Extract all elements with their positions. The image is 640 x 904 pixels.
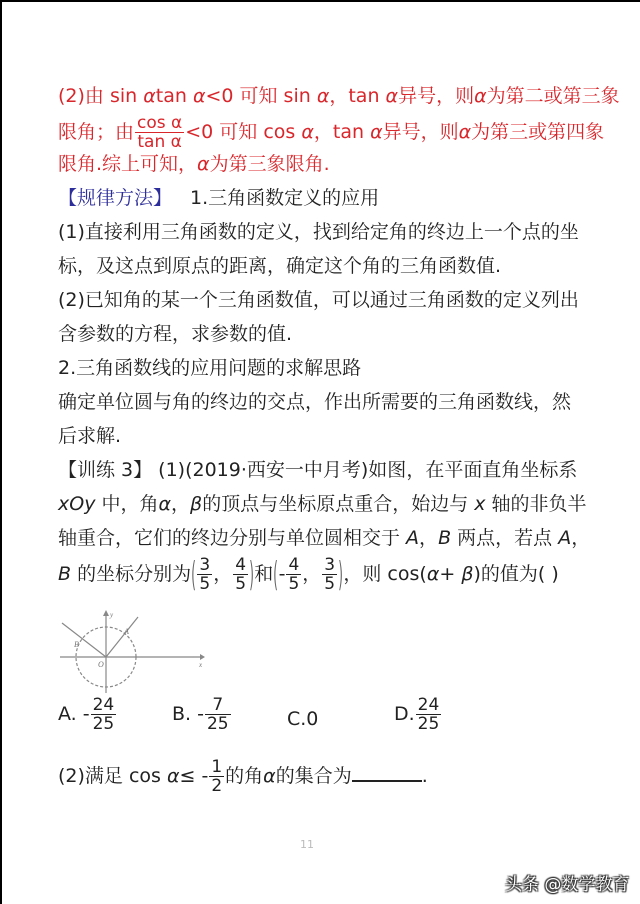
choice-a[interactable] xyxy=(58,696,117,733)
text: <0 可知 cos xyxy=(185,121,302,143)
text: 限角.综上可知， xyxy=(58,153,198,175)
text: 异号，则 xyxy=(382,121,459,143)
fraction-denominator: 5 xyxy=(324,574,336,594)
text: ， xyxy=(419,527,439,549)
method-heading-line xyxy=(58,186,379,210)
text: (2)满足 cos xyxy=(58,765,167,787)
text: ，tan xyxy=(329,85,386,107)
point-b-label: B xyxy=(58,563,72,585)
point-b-label: B xyxy=(438,527,452,549)
method-item1-line1: (1)直接利用三角函数的定义，找到给定角的终边上一个点的坐 xyxy=(58,221,579,243)
answer-parentheses: )的值为( ) xyxy=(473,563,559,585)
fraction-numerator: 4 xyxy=(235,555,247,575)
alpha-symbol: α xyxy=(370,121,383,143)
diagram-label-y: y xyxy=(110,611,114,619)
solution-line-3 xyxy=(58,152,330,176)
fraction-denominator: 2 xyxy=(211,776,223,796)
method-item2-line2: 含参数的方程，求参数的值. xyxy=(58,323,293,345)
x-axis-arrow-icon xyxy=(200,654,205,660)
point-a-label: A xyxy=(558,527,572,549)
alpha-symbol: α xyxy=(474,85,487,107)
text: 的坐标分别为 xyxy=(71,563,192,585)
answer-blank[interactable] xyxy=(352,762,422,782)
alpha-symbol: α xyxy=(192,85,206,107)
exercise-line-3 xyxy=(58,526,590,550)
fraction-denominator: 5 xyxy=(199,574,211,594)
text: tan xyxy=(155,85,193,107)
text: 的集合为 xyxy=(275,765,352,787)
method-heading: 【规律方法】 xyxy=(58,187,173,209)
beta-symbol: β xyxy=(190,493,203,515)
solution-line-2 xyxy=(58,114,604,151)
text: ≤ - xyxy=(179,765,209,787)
fraction-numerator: 3 xyxy=(324,555,336,575)
method-point2-title: 2.三角函数线的应用问题的求解思路 xyxy=(58,357,362,379)
right-paren: ) xyxy=(249,554,254,595)
choice-c[interactable] xyxy=(287,708,318,730)
method-point2-line2: 后求解. xyxy=(58,425,122,447)
fraction-cos-over-tan xyxy=(135,114,184,151)
text: ，tan xyxy=(313,121,371,143)
text: 和 xyxy=(254,563,274,585)
choice-b[interactable] xyxy=(172,696,232,733)
fraction-3-5 xyxy=(197,556,212,593)
exercise-line-4 xyxy=(58,556,559,593)
fraction-denominator: 5 xyxy=(235,574,247,594)
choice-fraction xyxy=(416,696,442,733)
frame-border-left xyxy=(0,0,2,904)
text: ， xyxy=(302,563,322,585)
choice-d[interactable] xyxy=(394,696,442,733)
left-paren: ( xyxy=(273,554,279,595)
x-symbol: x xyxy=(474,493,486,515)
text: ，则 cos( xyxy=(343,563,427,585)
fraction-denominator: 25 xyxy=(417,714,440,734)
choice-label: D. xyxy=(394,703,415,725)
text: (1)(2019·西安一中月考)如图，在平面直角坐标系 xyxy=(152,459,578,481)
left-paren: ( xyxy=(191,554,197,595)
exercise-line-2 xyxy=(58,492,587,516)
method-point1-title: 1.三角函数定义的应用 xyxy=(190,187,380,209)
text: 的顶点与坐标原点重合，始边与 xyxy=(202,493,475,515)
right-paren: ) xyxy=(338,554,344,595)
alpha-symbol: α xyxy=(197,153,210,175)
alpha-symbol: α xyxy=(166,765,180,787)
text: 轴重合，它们的终边分别与单位圆相交于 xyxy=(58,527,407,549)
choice-fraction xyxy=(91,696,117,733)
fraction-3-5 xyxy=(322,556,337,593)
text: 中，角 xyxy=(95,493,159,515)
alpha-symbol: α xyxy=(316,85,330,107)
method-item1-line2: 标，及这点到原点的距离，确定这个角的三角函数值. xyxy=(58,255,502,277)
text: 为第二或第三象 xyxy=(486,85,620,107)
fraction-numerator: 24 xyxy=(92,695,115,715)
exercise-line-1 xyxy=(58,458,577,482)
diagram-label-x: x xyxy=(199,661,203,669)
unit-circle-diagram xyxy=(50,605,220,695)
choice-label: C.0 xyxy=(287,708,319,730)
point-a-label: A xyxy=(406,527,420,549)
text: . xyxy=(421,765,428,787)
alpha-symbol: α xyxy=(458,121,472,143)
solution-line-1 xyxy=(58,84,620,108)
exercise-heading: 【训练 3】 xyxy=(58,459,153,481)
method-point2-line1: 确定单位圆与角的终边的交点，作出所需要的三角函数线，然 xyxy=(58,391,572,413)
alpha-symbol: α xyxy=(385,85,399,107)
text: 为第三象限角. xyxy=(209,153,330,175)
alpha-symbol: α xyxy=(301,121,314,143)
minus-sign: - xyxy=(278,563,286,585)
alpha-symbol: α xyxy=(158,493,172,515)
text: ， xyxy=(171,493,191,515)
fraction-4-5 xyxy=(233,556,248,593)
fraction-denominator: tan α xyxy=(137,132,182,152)
text: ， xyxy=(213,563,233,585)
coordinate-system-label: xOy xyxy=(58,493,96,515)
alpha-symbol: α xyxy=(143,85,156,107)
text: 轴的非负半 xyxy=(485,493,587,515)
text: 两点，若点 xyxy=(451,527,559,549)
text: ， xyxy=(571,527,591,549)
alpha-symbol: α xyxy=(426,563,440,585)
fraction-denominator: 25 xyxy=(92,714,115,734)
method-item2-line1: (2)已知角的某一个三角函数值，可以通过三角函数的定义列出 xyxy=(58,289,579,311)
beta-symbol: β xyxy=(461,563,474,585)
text: 为第三或第四象 xyxy=(471,121,605,143)
text: <0 可知 sin xyxy=(205,85,317,107)
text: + xyxy=(439,563,462,585)
fraction-numerator: cos α xyxy=(137,113,183,133)
watermark: 头条 @数学教育 xyxy=(505,875,630,895)
diagram-label-o: O xyxy=(98,660,104,669)
y-axis-arrow-icon xyxy=(103,610,109,616)
choice-label: A. - xyxy=(58,703,90,725)
text: 限角；由 xyxy=(58,121,135,143)
terminal-side-alpha xyxy=(106,617,138,657)
choice-fraction xyxy=(205,696,231,733)
text: (2)由 sin xyxy=(58,85,144,107)
choice-label: B. - xyxy=(172,703,204,725)
diagram-label-a: A xyxy=(124,627,129,636)
alpha-symbol: α xyxy=(263,765,276,787)
fraction-numerator: 1 xyxy=(211,757,223,777)
fraction-numerator: 4 xyxy=(288,555,300,575)
fraction-numerator: 24 xyxy=(417,695,440,715)
fraction-numerator: 7 xyxy=(205,696,231,715)
exercise-q2 xyxy=(58,758,428,795)
fraction-1-2 xyxy=(209,758,224,795)
fraction-denominator: 5 xyxy=(288,574,300,594)
terminal-side-beta xyxy=(62,623,106,657)
text: 的角 xyxy=(225,765,264,787)
page-number: 11 xyxy=(300,838,314,851)
text: 异号，则 xyxy=(398,85,475,107)
fraction-numerator: 3 xyxy=(199,555,211,575)
frame-border-top xyxy=(0,0,640,2)
diagram-label-b: B xyxy=(74,640,79,649)
fraction-4-5 xyxy=(286,556,301,593)
fraction-denominator: 25 xyxy=(206,714,229,734)
